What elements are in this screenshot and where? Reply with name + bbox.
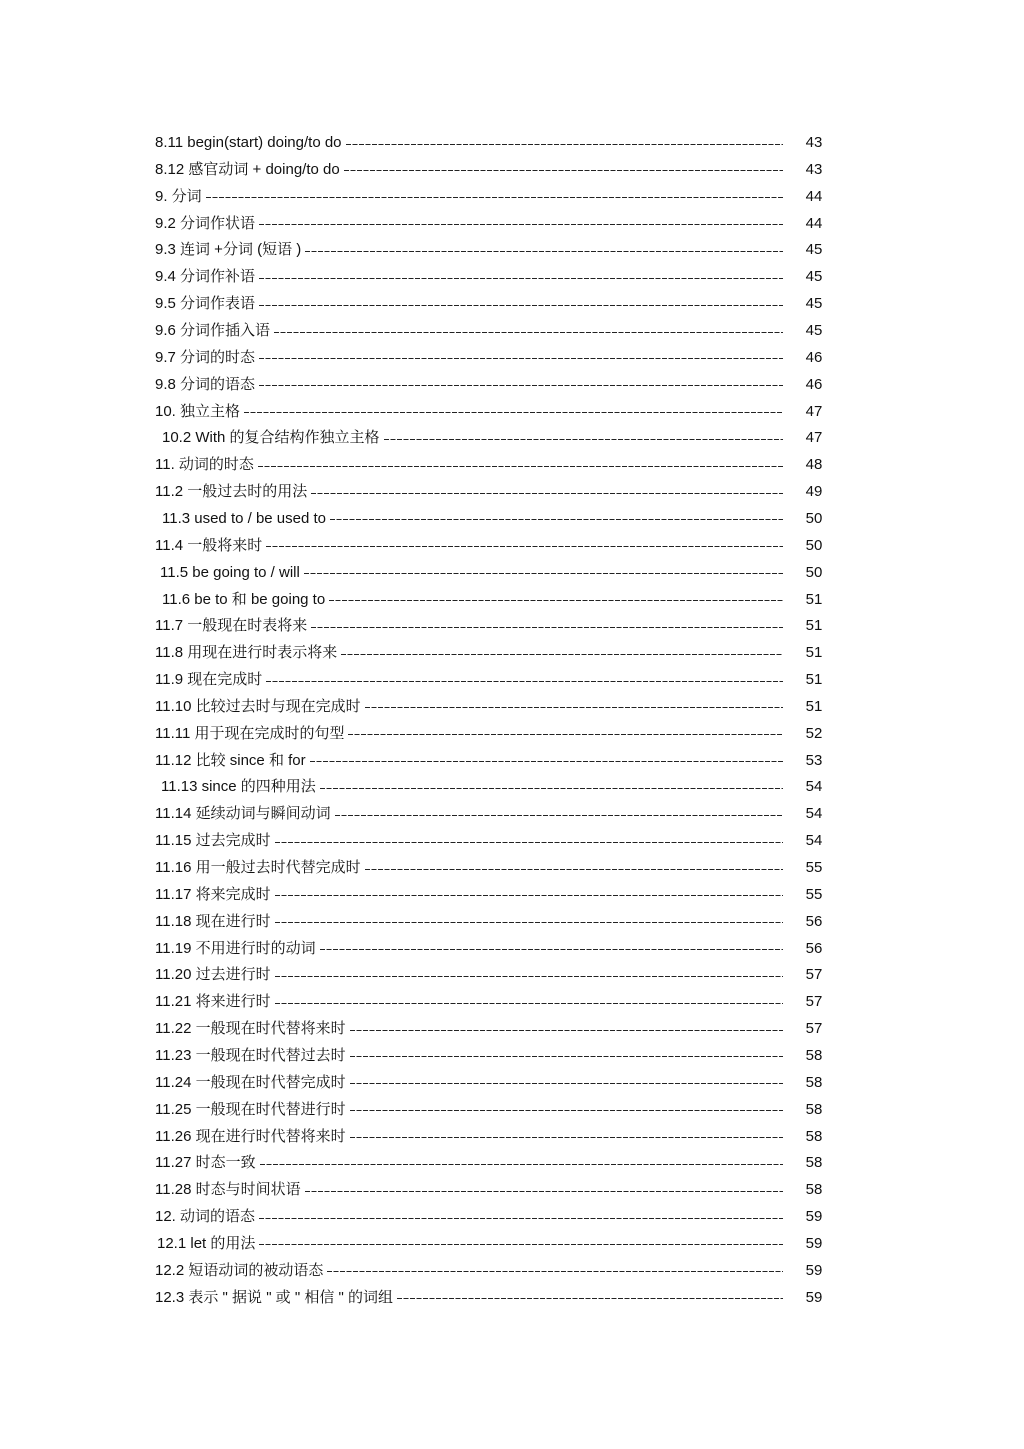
toc-entry [155,749,835,773]
toc-leader [310,761,783,762]
toc-leader [275,1003,783,1004]
toc-entry-page: 45 [805,295,823,313]
toc-leader [341,654,783,655]
toc-entry [155,1125,835,1149]
toc-leader [274,332,783,333]
toc-leader [266,681,783,682]
toc-entry-page: 51 [805,697,823,715]
toc-entry-title: 11.20 过去进行时 [155,966,271,984]
toc-entry-page: 59 [805,1208,823,1225]
toc-leader [350,1137,783,1138]
toc-entry-title: 11.24 一般现在时代替完成时 [155,1073,346,1091]
toc-entry [155,373,835,397]
toc-leader [275,895,783,896]
toc-leader [335,815,783,816]
toc-entry [155,963,835,987]
toc-entry [155,185,835,209]
toc-entry-page: 51 [805,644,823,662]
toc-entry-title: 10. 独立主格 [155,402,241,420]
toc-entry-page: 54 [805,805,823,823]
toc-entry [155,883,835,907]
toc-entry-title: 11.16 用一般过去时代替完成时 [155,859,361,876]
toc-entry-page: 57 [805,966,823,984]
toc-entry-title: 11.4 一般将来时 [155,536,263,554]
toc-leader [244,412,783,413]
toc-entry-title: 12.3 表示 " 据说 " 或 " 相信 " 的词组 [155,1288,394,1306]
toc-entry-page: 57 [805,993,823,1011]
toc-leader [259,1218,783,1219]
toc-entry-title: 11.11 用于现在完成时的句型 [155,724,345,742]
toc-entry-title: 9. 分词 [155,187,202,205]
toc-entry-page: 58 [805,1100,823,1118]
toc-entry [157,1232,835,1256]
toc-leader [311,627,783,628]
toc-entry [155,265,835,289]
toc-entry [155,158,835,182]
toc-entry [155,534,835,558]
toc-entry [155,695,835,719]
toc-entry-page: 58 [805,1046,823,1064]
toc-entry-title: 11.21 将来进行时 [155,993,271,1011]
toc-entry [155,212,835,236]
toc-entry-title: 10.2 With 的复合结构作独立主格 [162,429,380,447]
toc-entry-title: 11.19 不用进行时的动词 [155,939,316,957]
toc-entry-page: 50 [805,563,823,581]
toc-entry [155,937,835,961]
toc-entry-title: 11.12 比较 since 和 for [155,751,306,769]
toc-entry [155,910,835,934]
toc-entry [155,1286,835,1310]
toc-entry-page: 45 [805,241,823,259]
toc-entry [155,1098,835,1122]
toc-entry-page: 47 [805,402,823,420]
toc-entry-title: 11.27 时态一致 [155,1154,256,1172]
toc-leader [305,1191,783,1192]
toc-entry-title: 9.8 分词的语态 [155,375,256,393]
toc-entry-page: 49 [805,483,823,501]
toc-leader [344,170,783,171]
toc-leader [305,251,783,252]
toc-leader [397,1298,783,1299]
toc-entry-page: 58 [805,1073,823,1091]
toc-entry [155,346,835,370]
toc-entry-title: 11.7 一般现在时表将来 [155,617,308,635]
toc-entry-page: 46 [805,348,823,366]
toc-entry [155,1017,835,1041]
toc-leader [384,439,783,440]
toc-entry-page: 51 [805,617,823,635]
toc-leader [259,1244,783,1245]
toc-entry-page: 50 [805,536,823,554]
toc-leader [365,869,783,870]
toc-leader [350,1030,783,1031]
toc-leader [350,1083,783,1084]
toc-entry [162,507,835,531]
toc-leader [304,573,783,574]
toc-entry [155,1205,835,1229]
toc-entry-title: 11.8 用现在进行时表示将来 [155,644,338,662]
toc-entry [162,426,835,450]
toc-entry-title: 9.7 分词的时态 [155,348,256,366]
toc-leader [348,734,783,735]
toc-leader [365,707,783,708]
toc-entry-page: 45 [805,322,823,339]
toc-entry-page: 46 [805,375,823,393]
toc-entry-page: 59 [805,1261,823,1279]
toc-entry-title: 12. 动词的语态 [155,1208,256,1225]
toc-entry [155,400,835,424]
toc-entry-page: 52 [805,724,823,742]
toc-entry-page: 51 [805,671,823,688]
toc-entry-page: 56 [805,912,823,930]
toc-entry-page: 54 [805,832,823,850]
toc-entry-title: 11.18 现在进行时 [155,912,271,930]
toc-leader [350,1056,783,1057]
toc-entry-title: 9.3 连词 +分词 (短语 ) [155,241,302,259]
toc-entry-title: 12.1 let 的用法 [157,1234,256,1252]
toc-entry-title: 11.17 将来完成时 [155,885,271,903]
toc-entry-page: 57 [805,1020,823,1038]
toc-entry-title: 8.12 感官动词 + doing/to do [155,160,340,178]
toc-entry-page: 55 [805,885,823,903]
toc-leader [330,519,783,520]
toc-leader [266,546,783,547]
toc-entry [155,1178,835,1202]
toc-entry-title: 9.4 分词作补语 [155,268,256,286]
toc-leader [259,385,783,386]
toc-leader [260,1164,783,1165]
toc-entry-page: 56 [805,939,823,957]
toc-entry-page: 51 [805,590,823,608]
toc-entry [155,722,835,746]
toc-leader [259,358,783,359]
toc-entry-title: 9.2 分词作状语 [155,214,256,232]
toc-leader [275,976,783,977]
toc-entry-title: 11. 动词的时态 [155,456,254,474]
toc-entry-title: 11.25 一般现在时代替进行时 [155,1100,346,1118]
toc-entry [162,588,835,612]
toc-entry-title: 11.9 现在完成时 [155,671,263,688]
toc-leader [311,493,783,494]
toc-entry [155,1259,835,1283]
toc-entry [155,319,835,343]
toc-leader [327,1271,783,1272]
toc-entry-page: 43 [805,160,823,178]
toc-entry-page: 47 [805,429,823,447]
toc-entry-title: 12.2 短语动词的被动语态 [155,1261,324,1279]
toc-entry-page: 58 [805,1127,823,1145]
toc-entry-page: 45 [805,268,823,286]
toc-entry-title: 11.6 be to 和 be going to [162,590,326,608]
toc-entry [155,614,835,638]
toc-entry-title: 11.14 延续动词与瞬间动词 [155,805,331,823]
toc-entry [155,856,835,880]
toc-entry [155,131,835,155]
toc-entry-title: 9.5 分词作表语 [155,295,256,313]
toc-leader [259,224,783,225]
toc-entry [155,829,835,853]
toc-leader [346,144,783,145]
toc-entry [155,453,835,477]
toc-entry-title: 11.15 过去完成时 [155,832,271,850]
toc-entry-page: 54 [805,778,823,796]
toc-entry-title: 11.26 现在进行时代替将来时 [155,1127,346,1145]
toc-entry [155,480,835,504]
toc-entry-page: 55 [805,859,823,876]
toc-entry [155,802,835,826]
toc-entry [155,668,835,692]
toc-leader [258,466,783,467]
toc-entry [160,561,835,585]
toc-entry [155,1151,835,1175]
toc-leader [320,788,783,789]
toc-entry-title: 11.23 一般现在时代替过去时 [155,1046,346,1064]
toc-entry-page: 53 [805,751,823,769]
toc-leader [329,600,783,601]
toc-entry-title: 11.3 used to / be used to [162,509,327,527]
toc-entry [155,1071,835,1095]
toc-leader [320,949,783,950]
toc-entry-title: 11.13 since 的四种用法 [161,778,316,796]
toc-entry [161,775,835,799]
toc-leader [275,842,783,843]
toc-entry-page: 44 [805,187,823,205]
toc-entry [155,990,835,1014]
toc-entry-page: 58 [805,1154,823,1172]
toc-entry-title: 8.11 begin(start) doing/to do [155,134,342,151]
toc-entry-title: 11.2 一般过去时的用法 [155,483,308,501]
toc-entry [155,641,835,665]
toc-leader [275,922,783,923]
toc-entry-page: 59 [805,1234,823,1252]
toc-entry [155,238,835,262]
toc-leader [259,278,783,279]
toc-leader [259,305,783,306]
toc-leader [206,197,783,198]
toc-entry-title: 9.6 分词作插入语 [155,322,271,339]
toc-entry-page: 48 [805,456,823,474]
toc-entry-title: 11.10 比较过去时与现在完成时 [155,697,361,715]
toc-entry-title: 11.5 be going to / will [160,563,300,581]
toc-entry [155,1044,835,1068]
toc-entry-page: 43 [805,134,823,151]
toc-entry-title: 11.28 时态与时间状语 [155,1181,301,1199]
toc-entry-page: 59 [805,1288,823,1306]
toc-entry-page: 58 [805,1181,823,1199]
toc-entry [155,292,835,316]
toc-entry-title: 11.22 一般现在时代替将来时 [155,1020,346,1038]
toc-entry-page: 44 [805,214,823,232]
toc-entry-page: 50 [805,509,823,527]
toc-leader [350,1110,783,1111]
